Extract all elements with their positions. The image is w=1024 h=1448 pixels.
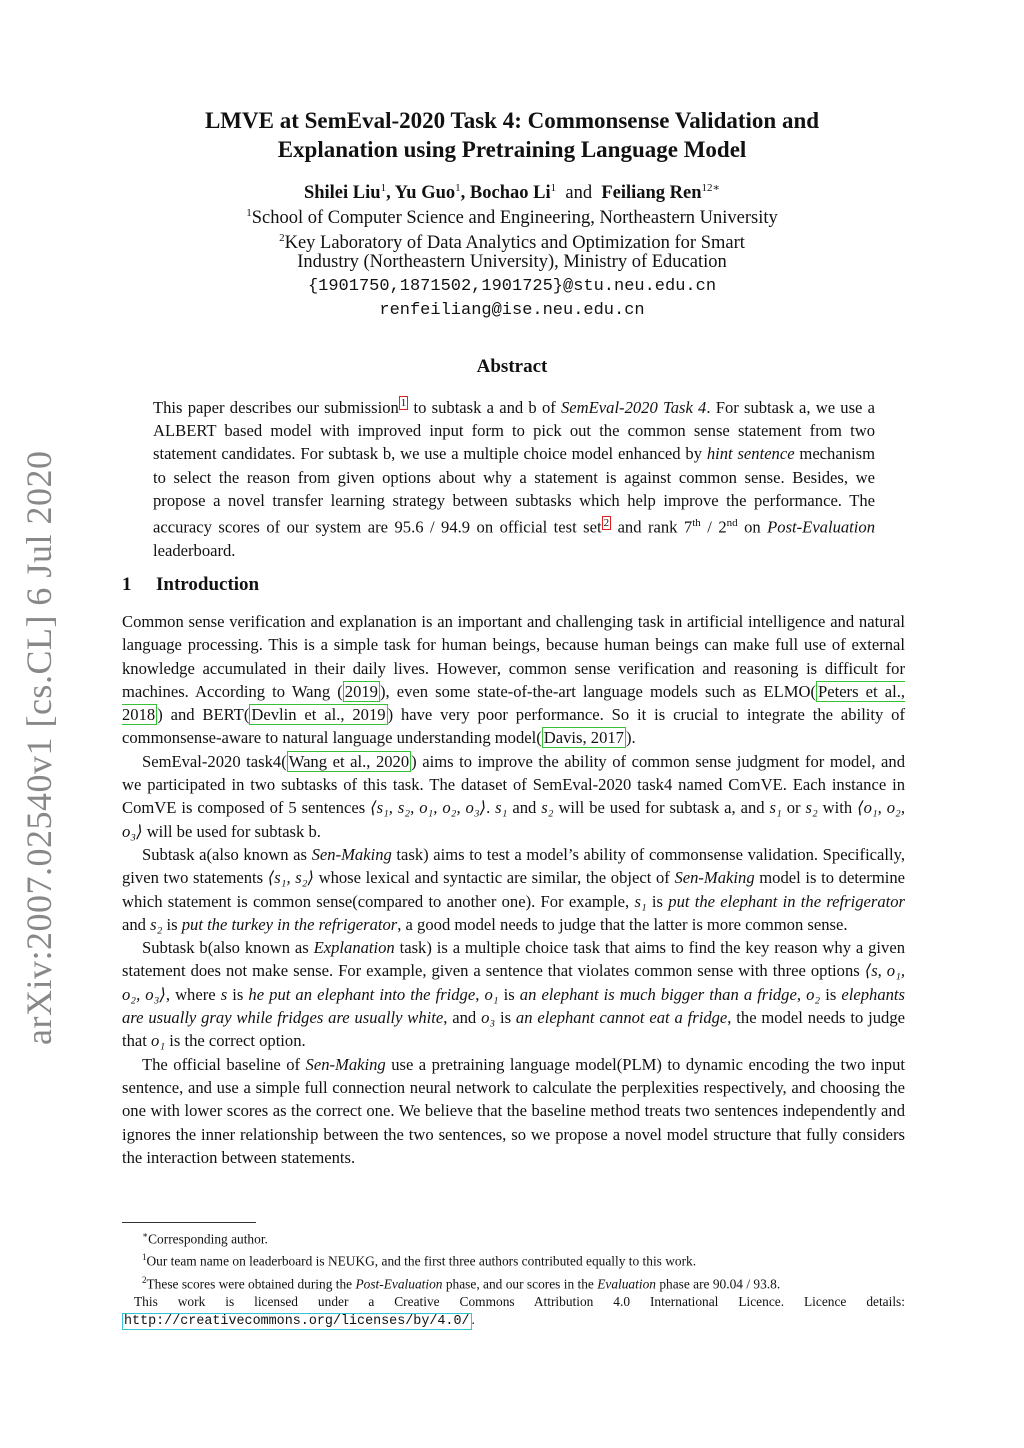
section-title: Introduction	[156, 574, 260, 595]
affiliation-1-sup: 1	[246, 207, 252, 219]
affiliation-2-sup: 2	[279, 232, 285, 244]
author-1-sup: 1	[380, 182, 387, 194]
author-3-sup: 1	[550, 182, 557, 194]
paper-title	[0, 106, 1024, 164]
paragraph-5: The official baseline of Sen-Making use a pretraining language model(PLM) to dynamic encoding the two input sentence, and use a simple full connection neural network to calculate the perplexities respectively, and choosing the one with lower scores as the correct one. We believe that the baseline method treats two sentences independently and ignores the inner relationship between the two sentences, so we propose a novel model structure that fully considers the interaction between statements.	[122, 1054, 905, 1167]
footnote-divider	[122, 1222, 256, 1223]
author-2-sup: 1	[455, 182, 461, 194]
section-heading-introduction	[122, 574, 259, 596]
license-note: This work is licensed under a Creative Commons Attribution 4.0 International Licence. Licence details: http://creativecommons.org/licenses/by/4.0/ .	[124, 1294, 905, 1330]
affiliation-2-line-1: Key Laboratory of Data Analytics and Optimization for Smart	[284, 233, 745, 254]
citation-devlin-2019[interactable]: Devlin et al., 2019	[251, 705, 386, 725]
license-link[interactable]: http://creativecommons.org/licenses/by/4.0/	[124, 1314, 470, 1330]
author-3: Bochao Li	[469, 183, 551, 204]
citation-wang-2019[interactable]: 2019	[344, 681, 378, 701]
footnote-link-2[interactable]: 2	[603, 517, 610, 530]
email-2: renfeiliang@ise.neu.edu.cn	[379, 301, 645, 320]
author-4-sup: 12∗	[701, 182, 721, 194]
citation-wang-2020[interactable]: Wang et al., 2020	[288, 751, 410, 771]
abstract-text: This paper describes our submission $^1$ to subtask a and b of SemEval-2020 Task 4. For subtask a, we use a ALBERT based model with improved input form to pick out the common sense statement from two statement candidates. For subtask b, we use a multiple choice model enhanced by hint sentence mechanism to select the reason from given options about why a statement is against common sense. Besides, we propose a novel transfer learning strategy between subtasks which help improve the performance. The accuracy scores of our system are 95.6 / 94.9 on official test set $^2$ and rank 7th / 2nd on Post-Evaluation leaderboard.	[153, 397, 876, 560]
abstract-heading: Abstract	[476, 356, 548, 377]
author-4: Feiliang Ren	[601, 183, 702, 204]
author-2: Yu Guo	[394, 183, 456, 204]
affiliation-1-text: School of Computer Science and Engineering, Northeastern University	[251, 208, 778, 229]
paragraph-2: SemEval-2020 task4( Wang et al., 2020 ) aims to improve the ability of common sense judgment for model, and we participated in two subtasks of this task. The dataset of SemEval-2020 task4 named ComVE. Each instance in ComVE is composed of 5 sentences ⟨s₁, s₂, o₁, o₂, o₃⟩. s₁ and s₂ will be used for subtask a, and s₁ or s₂ with ⟨o₁, o₂, o₃⟩ will be used for subtask b.	[122, 751, 905, 841]
footnote-corresponding: ∗Corresponding author.	[142, 1230, 268, 1247]
author-list: Shilei Liu$^1$, Yu Guo$^1$, Bochao Li$^1$ and Feiliang Ren$^{12∗}$	[303, 182, 721, 204]
paragraph-3: Subtask a(also known as Sen-Making task) aims to test a model’s ability of commonsense validation. Specifically, given two statements ⟨s₁, s₂⟩ whose lexical and syntactic are similar, the object of Sen-Making model is to determine which statement is common sense(compared to another one). For example, s₁ is put the elephant in the refrigerator and s₂ is put the turkey in the refrigerator, a good model needs to judge that the latter is more common sense.	[122, 844, 906, 934]
section-number: 1	[122, 574, 132, 595]
citation-peters-2018[interactable]: Peters et al., 2018	[122, 681, 905, 725]
citation-davis-2017[interactable]: Davis, 2017	[543, 728, 624, 748]
footnote-1: $^1$Our team name on leaderboard is NEUKG, and the first three authors contributed equally to this work.	[142, 1252, 697, 1269]
affiliation-2-line-2: Industry (Northeastern University), Ministry of Education	[297, 252, 727, 272]
paragraph-1: Common sense verification and explanation is an important and challenging task in artificial intelligence and natural language processing. This is a simple task for human beings, because human beings can make full use of external knowledge accumulated in their daily lives. However, common sense verification and reasoning is difficult for machines. According to Wang ( 2019 ), even some state-of-the-art language models such as ELMO( Peters et al., 2018 ) and BERT( Devlin et al., 2019 ) have very poor performance. So it is crucial to integrate the ability of commonsense-aware to natural language understanding model( Davis, 2017 ).	[122, 612, 906, 748]
footnote-link-1[interactable]: 1	[400, 397, 407, 410]
author-and: and	[565, 183, 593, 204]
author-1: Shilei Liu	[303, 183, 381, 204]
email-1: {1901750,1871502,1901725}@stu.neu.edu.cn	[307, 277, 717, 296]
title-line-1: LMVE at SemEval-2020 Task 4: Commonsense Validation and	[204, 108, 820, 133]
footnote-2: $^2$These scores were obtained during the Post-Evaluation phase, and our scores in the Evaluation phase are 90.04 / 93.8.	[142, 1274, 781, 1292]
introduction-body	[122, 610, 905, 1169]
arxiv-stamp: arXiv:2007.02540v1 [cs.CL] 6 Jul 2020	[19, 450, 59, 1045]
footnotes	[122, 1226, 905, 1331]
paragraph-4: Subtask b(also known as Explanation task) is a multiple choice task that aims to find the key reason why a given statement does not make sense. For example, given a sentence that violates common sense with three options ⟨s, o₁, o₂, o₃⟩, where s is he put an elephant into the fridge, o₁ is an elephant is much bigger than a fridge, o₂ is elephants are usually gray while fridges are usually white, and o₃ is an elephant cannot eat a fridge, the model needs to judge that o₁ is the correct option.	[122, 938, 905, 1051]
title-line-2: Explanation using Pretraining Language Model	[277, 137, 747, 162]
